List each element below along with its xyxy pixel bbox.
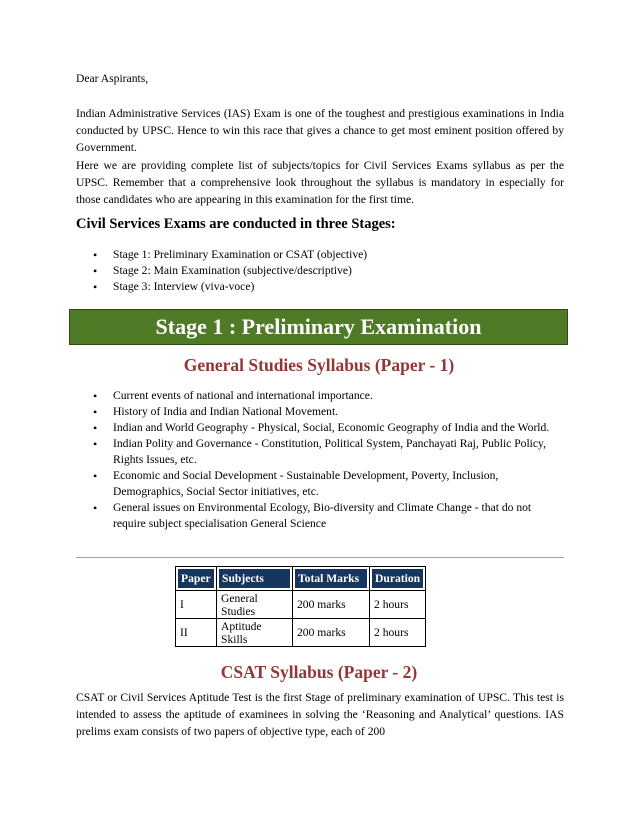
list-item: • Stage 3: Interview (viva-voce): [76, 279, 564, 295]
divider: [76, 557, 564, 558]
table-cell: 2 hours: [370, 591, 426, 619]
csat-paragraph: CSAT or Civil Services Aptitude Test is the first Stage of preliminary examination of UPSC. This test is intended to assess the aptitude of examinees in solving the ‘Reasoning and Analytical’ questions. IAS prelims exam consists of two papers of objective type, each of 200: [76, 691, 564, 738]
list-item: • Stage 1: Preliminary Examination or CSAT (objective): [76, 247, 564, 263]
header-cell: Duration: [370, 567, 426, 591]
csat-syllabus-title: CSAT Syllabus (Paper - 2): [220, 662, 418, 682]
list-item: • General issues on Environmental Ecology, Bio-diversity and Climate Change - that do not require subject specialisation General Science: [76, 500, 564, 532]
table-row: [176, 591, 426, 619]
table-cell: 2 hours: [370, 619, 426, 647]
header-cell: Total Marks: [293, 567, 370, 591]
table-cell: General Studies: [217, 591, 293, 619]
gs-topics-list: [76, 388, 564, 532]
gs-syllabus-title: General Studies Syllabus (Paper - 1): [183, 355, 455, 375]
list-item: • Indian and World Geography - Physical, Social, Economic Geography of India and the World.: [76, 420, 564, 436]
header-cell: Paper: [176, 567, 217, 591]
intro-paragraph: Here we are providing complete list of subjects/topics for Civil Services Exams syllabus as per the UPSC. Remember that a comprehensive look throughout the syllabus is mandatory in especially for those candidates who are appearing in this examination for the first time.: [76, 159, 564, 206]
list-item: • Stage 2: Main Examination (subjective/descriptive): [76, 263, 564, 279]
table-cell: Aptitude Skills: [217, 619, 293, 647]
table-row: [176, 619, 426, 647]
list-item: • History of India and Indian National Movement.: [76, 404, 564, 420]
stages-heading: Civil Services Exams are conducted in three Stages:: [76, 216, 396, 232]
table-header-row: [176, 567, 426, 591]
table-cell: 200 marks: [293, 591, 370, 619]
stage1-banner: Stage 1 : Preliminary Examination: [69, 309, 568, 345]
list-item: • Economic and Social Development - Sustainable Development, Poverty, Inclusion, Demographics, Social Sector initiatives, etc.: [76, 468, 564, 500]
list-item: • Current events of national and international importance.: [76, 388, 564, 404]
intro-paragraph: Indian Administrative Services (IAS) Exam is one of the toughest and prestigious examinations in India conducted by UPSC. Hence to win this race that gives a chance to get most eminent position offered by Government.: [76, 107, 564, 154]
papers-table: [175, 566, 426, 647]
table-cell: I: [176, 591, 217, 619]
table-cell: II: [176, 619, 217, 647]
header-cell: Subjects: [217, 567, 293, 591]
stages-list: [76, 247, 564, 295]
greeting: Dear Aspirants,: [76, 72, 149, 85]
table-cell: 200 marks: [293, 619, 370, 647]
list-item: • Indian Polity and Governance - Constitution, Political System, Panchayati Raj, Public Policy, Rights Issues, etc.: [76, 436, 564, 468]
